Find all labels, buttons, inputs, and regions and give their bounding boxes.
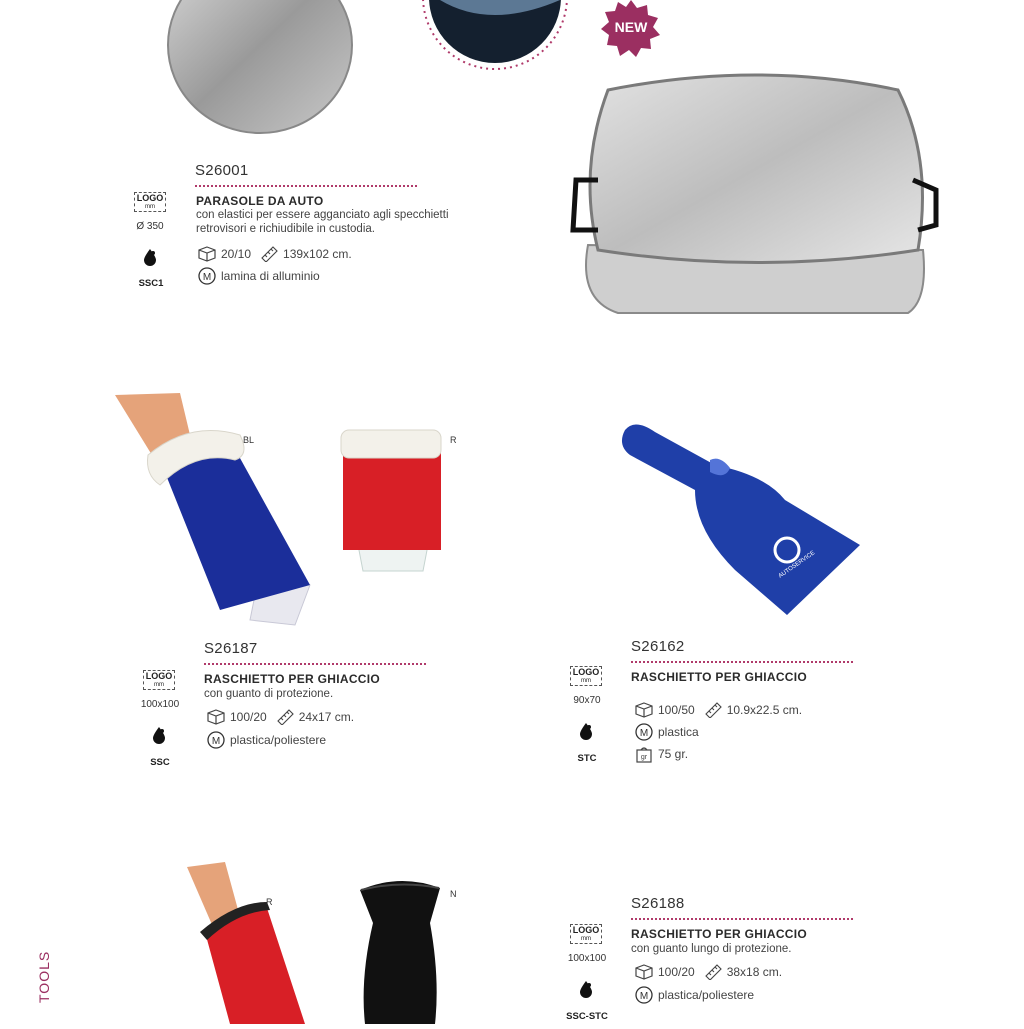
print-technique: SSC-STC: [566, 1011, 608, 1022]
product-code: S26001: [195, 162, 249, 179]
print-technique-icon: [578, 980, 594, 1003]
material-value: plastica: [658, 725, 699, 739]
material-icon: [198, 267, 216, 285]
spec-row-material: [635, 986, 754, 1004]
svg-text:M: M: [639, 728, 649, 739]
spec-row-material: [207, 731, 326, 749]
product-title: RASCHIETTO PER GHIACCIO: [204, 672, 381, 686]
logo-size-value: 90x70: [573, 695, 601, 706]
weight-icon: [635, 745, 653, 763]
packing-value: 100/20: [230, 710, 267, 724]
divider: [195, 185, 417, 187]
svg-text:M: M: [639, 991, 649, 1002]
color-label-blue: BL: [243, 435, 255, 445]
color-label-red: R: [266, 897, 273, 907]
ruler-icon: [260, 246, 278, 262]
spec-row-weight: [635, 745, 688, 763]
packing-value: 100/20: [658, 965, 695, 979]
material-icon: [635, 723, 653, 741]
spec-row-material: [635, 723, 699, 741]
long-glove-black-image: [355, 878, 445, 1024]
product-title: RASCHIETTO PER GHIACCIO: [631, 927, 808, 941]
print-technique-icon: [578, 722, 594, 745]
print-technique-icon: [151, 726, 167, 749]
color-label-black: N: [450, 889, 457, 899]
logo-area-box: LOGO mm: [570, 924, 602, 944]
sunshade-round-image: [160, 0, 360, 140]
size-value: 24x17 cm.: [298, 710, 355, 724]
divider: [631, 918, 853, 920]
logo-area-box: LOGO mm: [134, 192, 166, 212]
ruler-icon: [704, 964, 722, 980]
packing-value: 20/10: [221, 247, 252, 261]
new-badge-label: NEW: [614, 19, 648, 35]
svg-text:M: M: [211, 736, 221, 747]
ruler-icon: [276, 709, 294, 725]
material-value: plastica/poliestere: [230, 733, 327, 747]
material-icon: [635, 986, 653, 1004]
spec-row-material: [198, 267, 320, 285]
box-icon: [635, 702, 653, 718]
print-technique: STC: [577, 753, 597, 764]
material-icon: [207, 731, 225, 749]
logo-size-value: 100x100: [140, 699, 180, 710]
material-value: lamina di alluminio: [221, 269, 320, 283]
spec-row-packing-size: [198, 246, 352, 262]
size-value: 10.9x22.5 cm.: [726, 703, 803, 717]
product-description: con elastici per essere agganciato agli specchietti retrovisori e richiudibile in custodia.: [196, 209, 449, 235]
car-detail-circle-image: [420, 0, 570, 72]
box-icon: [198, 246, 216, 262]
product-code: S26187: [204, 640, 258, 657]
blue-ice-scraper-image: [615, 420, 865, 620]
glove-scraper-red-image: [338, 425, 448, 575]
product-description: con guanto di protezione.: [204, 688, 334, 700]
svg-text:AUTOSERVICE: AUTOSERVICE: [777, 550, 817, 580]
logo-size-value: 100x100: [567, 953, 607, 964]
product-code: S26162: [631, 638, 685, 655]
packing-value: 100/50: [658, 703, 695, 717]
weight-value: 75 gr.: [658, 747, 689, 761]
print-technique: SSC: [150, 757, 170, 768]
logo-size-value: Ø 350: [136, 221, 164, 232]
box-icon: [207, 709, 225, 725]
box-icon: [635, 964, 653, 980]
material-value: plastica/poliestere: [658, 988, 755, 1002]
glove-scraper-blue-image: [110, 390, 320, 630]
product-code: S26188: [631, 895, 685, 912]
logo-area-box: LOGO mm: [143, 670, 175, 690]
svg-text:M: M: [202, 272, 212, 283]
section-tab-label: TOOLS: [36, 950, 52, 1003]
spec-row-packing-size: [635, 964, 782, 980]
logo-area-box: LOGO mm: [570, 666, 602, 686]
divider: [204, 663, 426, 665]
print-technique: SSC1: [138, 278, 164, 289]
product-title: PARASOLE DA AUTO: [196, 194, 324, 208]
spec-row-packing-size: [635, 702, 802, 718]
product-description: con guanto lungo di protezione.: [631, 943, 792, 955]
color-label-red: R: [450, 435, 457, 445]
new-badge: [600, 0, 662, 58]
ruler-icon: [704, 702, 722, 718]
product-title: RASCHIETTO PER GHIACCIO: [631, 670, 808, 684]
print-technique-icon: [142, 248, 158, 271]
spec-row-packing-size: [207, 709, 354, 725]
size-value: 139x102 cm.: [283, 247, 352, 261]
sunshade-windshield-image: [568, 70, 943, 320]
divider: [631, 661, 853, 663]
svg-text:gr: gr: [640, 754, 648, 761]
long-glove-red-image: [185, 862, 310, 1024]
size-value: 38x18 cm.: [726, 965, 783, 979]
